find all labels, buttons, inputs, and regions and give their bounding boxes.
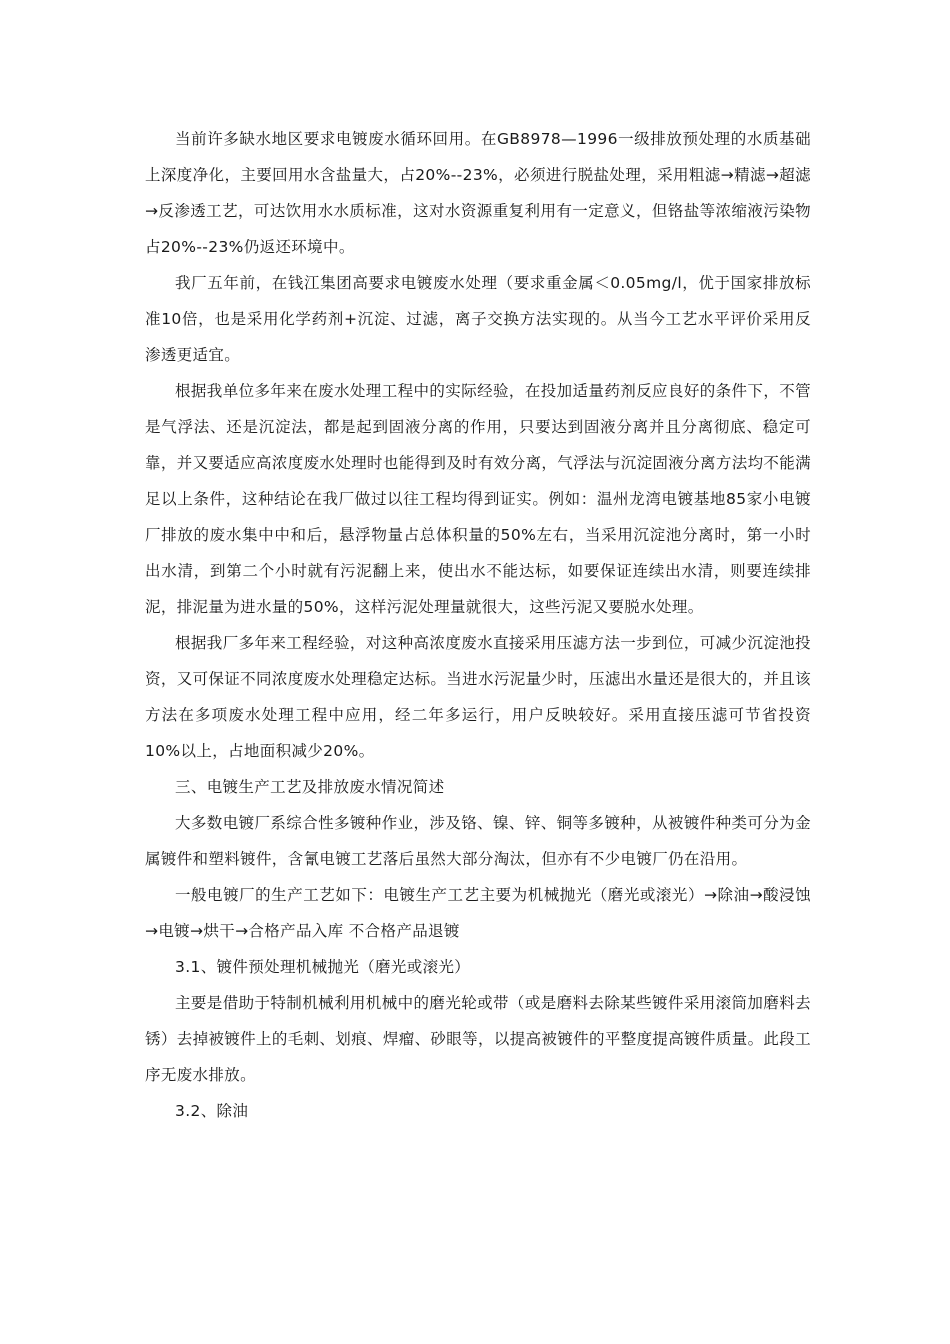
paragraph-pressure-filtration: 根据我厂多年来工程经验，对这种高浓度废水直接采用压滤方法一步到位，可减少沉淀池投资，又可保证不同浓度废水处理稳定达标。当进水污泥量少时，压滤出水量还是很大的，并且该方法在多项废水处理工程中应用，经二年多运行，用户反映较好。采用直接压滤可节省投资10%以上，占地面积减少20%。 — [145, 634, 811, 760]
paragraph-water-reuse: 当前许多缺水地区要求电镀废水循环回用。在GB8978—1996一级排放预处理的水质基础上深度净化，主要回用水含盐量大，占20%--23%，必须进行脱盐处理，采用粗滤→精滤→超滤→反渗透工艺，可达饮用水水质标准，这对水资源重复利用有一定意义，但铬盐等浓缩液污染物占20%--23%仍返还环境中。 — [145, 130, 811, 256]
paragraph-plating-types: 大多数电镀厂系综合性多镀种作业，涉及铬、镍、锌、铜等多镀种，从被镀件种类可分为金属镀件和塑料镀件，含氰电镀工艺落后虽然大部分淘汰，但亦有不少电镀厂仍在沿用。 — [145, 814, 811, 868]
document-body — [145, 121, 811, 1129]
paragraph-production-process: 一般电镀厂的生产工艺如下：电镀生产工艺主要为机械抛光（磨光或滚光）→除油→酸浸蚀→电镀→烘干→合格产品入库 不合格产品退镀 — [145, 886, 811, 940]
section-heading: 三、电镀生产工艺及排放废水情况简述 — [175, 778, 445, 796]
paragraph-qianjiang-project: 我厂五年前，在钱江集团高要求电镀废水处理（要求重金属＜0.05mg/l，优于国家排放标准10倍，也是采用化学药剂+沉淀、过滤，离子交换方法实现的。从当今工艺水平评价采用反渗透更适宜。 — [145, 274, 811, 364]
subsection-heading-degreasing: 3.2、除油 — [175, 1102, 249, 1120]
paragraph-polishing: 主要是借助于特制机械利用机械中的磨光轮或带（或是磨料去除某些镀件采用滚筒加磨料去锈）去掉被镀件上的毛刺、划痕、焊瘤、砂眼等，以提高被镀件的平整度提高镀件质量。此段工序无废水排放。 — [145, 994, 811, 1084]
paragraph-separation-experience: 根据我单位多年来在废水处理工程中的实际经验，在投加适量药剂反应良好的条件下，不管是气浮法、还是沉淀法，都是起到固液分离的作用，只要达到固液分离并且分离彻底、稳定可靠，并又要适应高浓度废水处理时也能得到及时有效分离，气浮法与沉淀固液分离方法均不能满足以上条件，这种结论在我厂做过以往工程均得到证实。例如：温州龙湾电镀基地85家小电镀厂排放的废水集中中和后，悬浮物量占总体积量的50%左右，当采用沉淀池分离时，第一小时出水清，到第二个小时就有污泥翻上来，使出水不能达标，如要保证连续出水清，则要连续排泥，排泥量为进水量的50%，这样污泥处理量就很大，这些污泥又要脱水处理。 — [145, 382, 811, 616]
subsection-heading-polishing: 3.1、镀件预处理机械抛光（磨光或滚光） — [175, 958, 471, 976]
